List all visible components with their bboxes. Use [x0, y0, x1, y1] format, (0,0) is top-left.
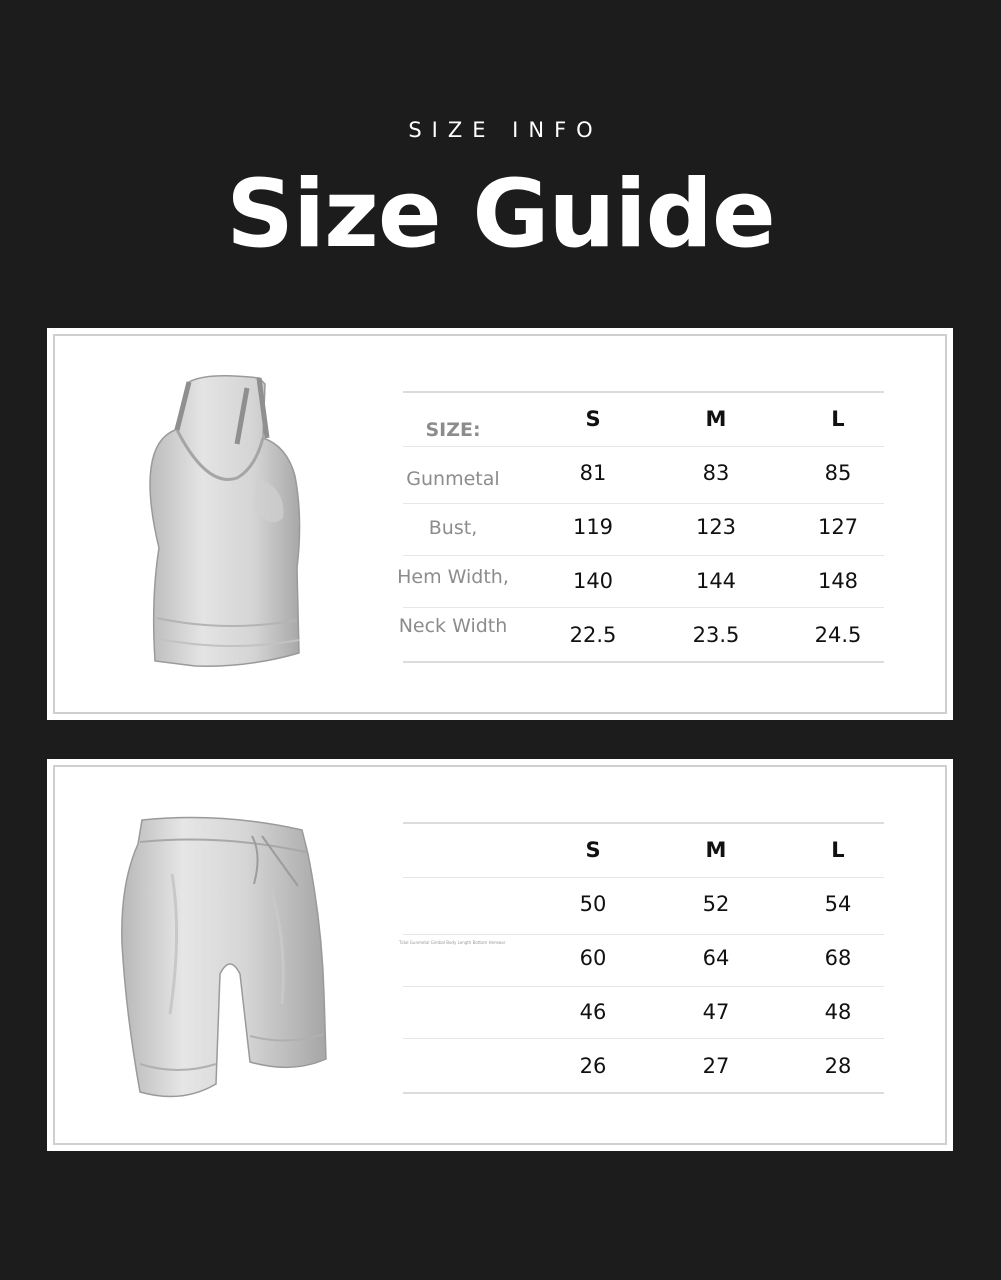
table-cell: 46 — [579, 1000, 607, 1024]
size-info-eyebrow: SIZE INFO — [408, 118, 603, 142]
table-divider — [403, 391, 884, 393]
table-cell: 64 — [702, 946, 730, 970]
row-label-hem-width: Hem Width, — [397, 566, 509, 588]
table-cell: 24.5 — [814, 623, 862, 647]
table-cell: 52 — [702, 892, 730, 916]
row-label-bust: Bust, — [428, 517, 478, 539]
table-cell: 60 — [579, 946, 607, 970]
table-divider — [403, 986, 884, 987]
column-header-m: M — [705, 838, 727, 862]
column-header-s: S — [585, 838, 601, 862]
table-cell: 50 — [579, 892, 607, 916]
table-cell: 54 — [824, 892, 852, 916]
table-cell: 48 — [824, 1000, 852, 1024]
shorts-garment-icon — [112, 814, 332, 1109]
tank-top-garment-icon — [137, 368, 327, 678]
table-cell: 28 — [824, 1054, 852, 1078]
column-header-l: L — [831, 838, 845, 862]
table-divider — [403, 822, 884, 824]
table-cell: 68 — [824, 946, 852, 970]
table-cell: 81 — [579, 461, 607, 485]
tops-size-card — [47, 328, 953, 720]
table-cell: 83 — [702, 461, 730, 485]
row-label-neck-width: Neck Width — [398, 615, 508, 637]
table-cell: 26 — [579, 1054, 607, 1078]
table-divider — [403, 1038, 884, 1039]
column-header-l: L — [831, 407, 845, 431]
column-header-m: M — [705, 407, 727, 431]
table-divider — [403, 1092, 884, 1094]
size-label: SIZE: — [425, 419, 481, 441]
table-cell: 148 — [817, 569, 859, 593]
table-divider — [403, 555, 884, 556]
table-cell: 27 — [702, 1054, 730, 1078]
table-cell: 23.5 — [692, 623, 740, 647]
table-cell: 119 — [572, 515, 614, 539]
table-divider — [403, 877, 884, 878]
table-divider — [403, 503, 884, 504]
table-cell: 22.5 — [569, 623, 617, 647]
table-cell: 85 — [824, 461, 852, 485]
table-divider — [403, 446, 884, 447]
tiny-note: Tidal Gunmetal Gimbal Body Length Bottom Hemwar — [399, 940, 506, 945]
page-title: Size Guide — [226, 160, 775, 269]
table-cell: 144 — [695, 569, 737, 593]
shorts-size-card — [47, 759, 953, 1151]
table-cell: 123 — [695, 515, 737, 539]
table-divider — [403, 661, 884, 663]
table-cell: 140 — [572, 569, 614, 593]
column-header-s: S — [585, 407, 601, 431]
table-cell: 127 — [817, 515, 859, 539]
table-divider — [403, 607, 884, 608]
table-divider — [403, 934, 884, 935]
table-cell: 47 — [702, 1000, 730, 1024]
row-label-gunmetal: Gunmetal — [406, 468, 500, 490]
